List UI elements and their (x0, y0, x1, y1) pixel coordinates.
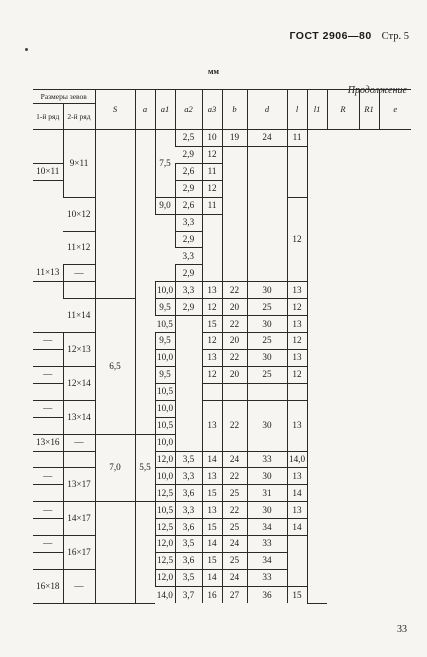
table-cell: 2,9 (175, 146, 202, 163)
table-cell: 14,0 (287, 451, 307, 468)
table-cell: 3,3 (175, 282, 202, 299)
table-cell: 9,5 (155, 366, 175, 383)
table-cell: 13×17 (63, 468, 95, 502)
table-cell: 15 (202, 485, 222, 502)
table-cell: 34 (247, 553, 287, 570)
table-cell: 30 (247, 316, 287, 333)
table-cell: 13 (202, 502, 222, 519)
table-cell: — (33, 468, 63, 485)
header-a: a (135, 90, 155, 130)
table-cell: 19 (222, 130, 247, 147)
table-cell (33, 349, 63, 366)
table-cell (175, 316, 202, 451)
header-l: l (287, 90, 307, 130)
table-cell: 3,5 (175, 451, 202, 468)
scan-speck (25, 48, 28, 51)
table-cell: 25 (247, 366, 287, 383)
table-cell: 15 (202, 553, 222, 570)
table-cell: — (33, 502, 63, 519)
table-cell (63, 451, 95, 468)
table-cell (222, 383, 247, 400)
table-cell: 30 (247, 349, 287, 366)
table-cell: — (63, 434, 95, 451)
table-cell: 9×11 (63, 130, 95, 198)
table-cell (202, 214, 222, 282)
table-cell: 20 (222, 333, 247, 350)
table-cell (247, 383, 287, 400)
table-cell: 13 (202, 282, 222, 299)
table-cell: 11 (202, 163, 222, 180)
table-cell: 10,0 (155, 282, 175, 299)
table-cell (33, 553, 63, 570)
table-cell (33, 383, 63, 400)
table-cell: 14 (202, 536, 222, 553)
table-cell: 12,0 (155, 569, 175, 586)
table-cell: 3,3 (175, 214, 202, 231)
table-cell: 33 (247, 569, 287, 586)
header-row1: 1-й ряд (33, 104, 63, 130)
table-cell: 16 (202, 586, 222, 603)
table-cell: 10×11 (33, 163, 63, 180)
table-cell (33, 485, 63, 502)
header-r1: R1 (359, 90, 379, 130)
table-cell: 12 (287, 366, 307, 383)
table-cell: 13 (287, 400, 307, 451)
table-cell (33, 451, 63, 468)
table-cell: 24 (247, 130, 287, 147)
table-cell: 24 (222, 536, 247, 553)
table-cell: 10,0 (155, 349, 175, 366)
header-a2: a2 (175, 90, 202, 130)
table-cell: 14 (287, 485, 307, 502)
table-cell: 30 (247, 282, 287, 299)
table-cell: 2,9 (175, 180, 202, 197)
header-b: b (222, 90, 247, 130)
table-cell: 12 (287, 299, 307, 316)
table-cell: 3,3 (175, 468, 202, 485)
table-cell: 14×17 (63, 502, 95, 536)
unit-label: мм (208, 67, 219, 76)
table-cell (33, 130, 63, 164)
table-cell: — (63, 569, 95, 603)
table-cell: 12×14 (63, 366, 95, 400)
table-row (33, 282, 411, 299)
table-row (33, 502, 411, 519)
table-row (33, 451, 411, 468)
table-cell: 33 (247, 451, 287, 468)
table-cell: 10,0 (155, 468, 175, 485)
table-cell: 12,5 (155, 519, 175, 536)
table-cell: 11 (287, 130, 307, 147)
table-cell: 15 (287, 586, 307, 603)
table-cell (33, 519, 63, 536)
table-cell: 25 (247, 333, 287, 350)
table-cell: 27 (222, 586, 247, 603)
table-cell: 13×16 (33, 434, 63, 451)
table-cell: 12 (287, 197, 307, 282)
table-cell: 11×14 (63, 299, 95, 333)
table-cell: 24 (222, 451, 247, 468)
table-cell (95, 130, 135, 299)
table-row (33, 400, 411, 417)
table-cell: 13 (287, 282, 307, 299)
table-cell: 3,3 (175, 248, 202, 265)
table-cell (95, 502, 135, 604)
table-cell: 10×12 (63, 197, 95, 231)
table-cell (287, 536, 307, 587)
table-row (33, 366, 411, 383)
table-cell: 22 (222, 316, 247, 333)
dimensions-table (33, 89, 411, 604)
table-cell: 14 (202, 569, 222, 586)
table-cell: 22 (222, 400, 247, 451)
table-row (33, 197, 411, 214)
table-cell: 12 (202, 333, 222, 350)
table-cell (63, 282, 95, 299)
table-cell: 30 (247, 502, 287, 519)
page-label: Стр. 5 (381, 31, 409, 42)
table-cell: 12×13 (63, 333, 95, 367)
table-cell (287, 146, 307, 197)
table-row (33, 333, 411, 350)
table-cell: 22 (222, 468, 247, 485)
header-e: e (379, 90, 411, 130)
table-cell: 22 (222, 502, 247, 519)
header-a1: a1 (155, 90, 175, 130)
header-s: S (95, 90, 135, 130)
page-header (289, 30, 409, 42)
table-cell: 3,7 (175, 586, 202, 603)
table-cell (155, 214, 175, 282)
table-cell (135, 502, 155, 604)
header-a3: a3 (202, 90, 222, 130)
table-cell (222, 146, 247, 281)
table-cell: 15 (202, 316, 222, 333)
table-cell: 11×13 (33, 265, 63, 282)
table-cell: 22 (222, 282, 247, 299)
table-cell: 9,0 (155, 197, 175, 214)
page-number: 33 (397, 624, 407, 635)
table-cell: 20 (222, 299, 247, 316)
table-cell: 33 (247, 536, 287, 553)
table-cell: — (33, 536, 63, 553)
table-cell: 25 (222, 553, 247, 570)
table-cell: 3,5 (175, 536, 202, 553)
table-cell: 10 (202, 130, 222, 147)
header-r: R (327, 90, 359, 130)
table-cell: 12,5 (155, 485, 175, 502)
table-cell: 12,0 (155, 451, 175, 468)
table-cell: 5,5 (135, 434, 155, 502)
table-cell: 7,0 (95, 434, 135, 502)
table-cell (287, 383, 307, 400)
table-cell: 3,5 (175, 569, 202, 586)
table-cell: 6,5 (95, 299, 135, 434)
table-cell (33, 417, 63, 434)
table-cell: 3,3 (175, 502, 202, 519)
table-cell: 9,5 (155, 333, 175, 350)
table-cell: 25 (247, 299, 287, 316)
table-cell: 13 (202, 400, 222, 451)
table-cell: 14 (202, 451, 222, 468)
table-cell: 2,9 (175, 265, 202, 282)
table-cell: 12 (287, 333, 307, 350)
header-l1: l1 (307, 90, 327, 130)
table-cell: 12 (202, 299, 222, 316)
table-cell: 9,5 (155, 299, 175, 316)
table-cell: 2,9 (175, 299, 202, 316)
table-cell: 16×18 (33, 569, 63, 603)
table-cell: 12,0 (155, 536, 175, 553)
table-cell: 12 (202, 180, 222, 197)
table-cell: 2,6 (175, 163, 202, 180)
table-row (33, 130, 411, 147)
table-row (33, 468, 411, 485)
table-cell: 12 (202, 366, 222, 383)
table-cell (135, 130, 155, 435)
table-cell: 14 (287, 519, 307, 536)
table-cell: 10,5 (155, 383, 175, 400)
table-cell: 13 (202, 349, 222, 366)
table-cell: 13×14 (63, 400, 95, 434)
header-jaw-sizes: Размеры зевов (33, 90, 95, 104)
header-d: d (247, 90, 287, 130)
table-row (33, 536, 411, 553)
table-cell: 12,5 (155, 553, 175, 570)
table-cell: 34 (247, 519, 287, 536)
table-cell: 13 (287, 316, 307, 333)
table-cell (307, 130, 327, 604)
table-cell: 11×12 (63, 231, 95, 265)
standard-code: ГОСТ 2906—80 (289, 30, 372, 42)
table-cell: 20 (222, 366, 247, 383)
table-cell: 2,9 (175, 231, 202, 248)
table-cell: 13 (202, 468, 222, 485)
table-cell: 3,6 (175, 519, 202, 536)
table-cell: 13 (287, 502, 307, 519)
table-cell: 11 (202, 197, 222, 214)
table-cell: 12 (202, 146, 222, 163)
table-cell: 22 (222, 349, 247, 366)
table-cell: 30 (247, 400, 287, 451)
table-cell (247, 146, 287, 281)
table-cell: 13 (287, 349, 307, 366)
table-cell (33, 282, 63, 333)
table-cell: 15 (202, 519, 222, 536)
table-cell: 2,6 (175, 197, 202, 214)
table-cell: 24 (222, 569, 247, 586)
table-cell: 3,6 (175, 553, 202, 570)
table-cell: 14,0 (156, 589, 173, 600)
table-cell: — (33, 366, 63, 383)
table-cell: 10,0 (155, 400, 175, 417)
table-cell: 10,0 (155, 434, 175, 451)
table-cell: 2,5 (175, 130, 202, 147)
table-cell: — (33, 333, 63, 350)
table-cell: 25 (222, 519, 247, 536)
continuation-label: Продолжение (347, 85, 407, 96)
table-cell (202, 383, 222, 400)
table-cell: 36 (247, 586, 287, 603)
table-cell: 10,5 (155, 502, 175, 519)
table-cell: 16×17 (63, 536, 95, 570)
table-cell: 25 (222, 485, 247, 502)
table-row (33, 569, 411, 586)
table-cell (33, 180, 63, 265)
table-cell: 10,5 (155, 417, 175, 434)
table-row (33, 299, 411, 316)
table-cell: 30 (247, 468, 287, 485)
table-cell: — (33, 400, 63, 417)
header-row2: 2-й ряд (63, 104, 95, 130)
table-cell: 10,5 (155, 316, 175, 333)
table-cell: 13 (287, 468, 307, 485)
table-cell: — (63, 265, 95, 282)
table-cell: 3,6 (175, 485, 202, 502)
table-cell: 7,5 (155, 130, 175, 198)
table-cell: 31 (247, 485, 287, 502)
